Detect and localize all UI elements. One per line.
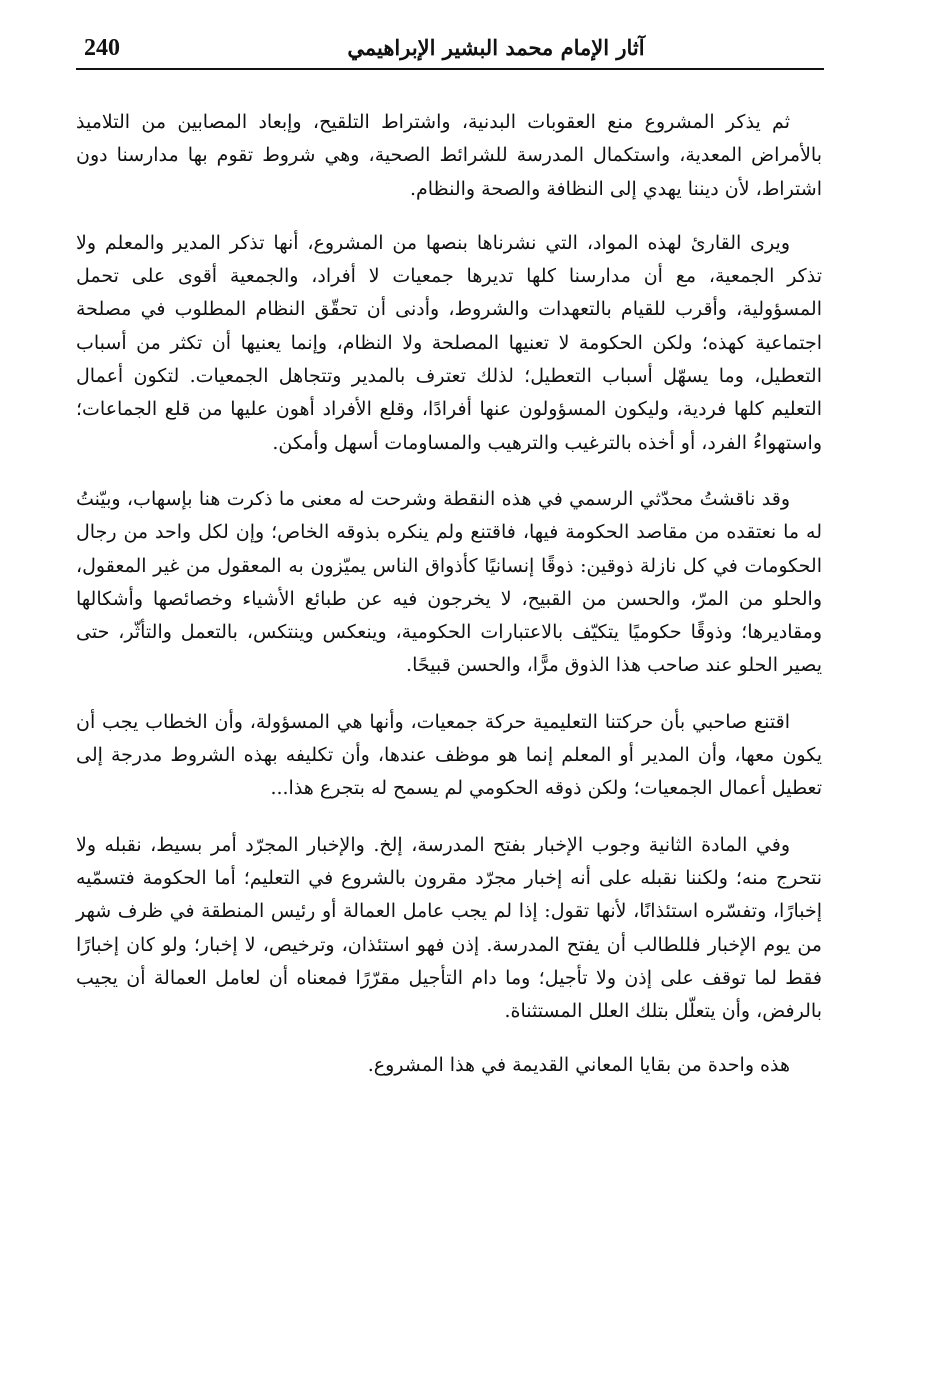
page-number: 240 (84, 35, 120, 61)
paragraph-closing-remark: هذه واحدة من بقايا المعاني القديمة في هذا المشروع. (367, 1054, 790, 1077)
paragraph-two-tastes: وقد ناقشتُ محدّثي الرسمي في هذه النقطة وشرحت له معنى ما ذكرت هنا بإسهاب، وبيّنتُ له ما نعتقده من مقاصد الحكومة فيها، فاقتنع ولم ينكره بذوقه الخاص؛ وإن لكل واحد من رجال الحكومات في كل نازلة ذوقين: ذوقًا إنسانيًا كأذواق الناس يميّزون به المعقول من غير المعقول، والحلو من المرّ، والحسن من القبيح، لا يخرجون فيه عن طبائع الأشياء وخصائصها وأشكالها ومقاديرها؛ وذوقًا حكوميًا يتكيّف بالاعتبارات الحكومية، وينعكس وينتكس، بالتعمل والتأثّر، حتى يصير الحلو عند صاحب هذا الذوق مرًّا، والحسن قبيحًا. (76, 487, 822, 677)
paragraph-companion-convinced: اقتنع صاحبي بأن حركتنا التعليمية حركة جمعيات، وأنها هي المسؤولة، وأن الخطاب يجب أن يكون معها، وأن المدير أو المعلم إنما هو موظف عندها، وأن تكليفه بهذه الشروط مدرجة إلى تعطيل أعمال الجمعيات؛ ولكن ذوقه الحكومي لم يسمح له بتجرع هذا... (76, 710, 822, 800)
body-text (76, 106, 822, 1083)
running-title: آثار الإمام محمد البشير الإبراهيمي (347, 35, 645, 60)
paragraph-notification-article: وفي المادة الثانية وجوب الإخبار بفتح المدرسة، إلخ. والإخبار المجرّد أمر بسيط، نقبله ولا نتحرج منه؛ ولكننا نقبله على أنه إخبار مجرّد مقرون بالشروع في التعليم؛ أما الحكومة فتسمّيه إخبارًا، وتفسّره استئذانًا، لأنها تقول: إذا لم يجب عامل العمالة أو رئيس المنطقة في ظرف شهر من يوم الإخبار فللطالب أن يفتح المدرسة. إذن فهو استئذان، وترخيص، لا إخبار؛ ولو كان إخبارًا فقط لما توقف على إذن ولا تأجيل؛ وما دام التأجيل مقرّرًا فمعناه أن لعامل العمالة أن يجيب بالرفض، وأن يتعلّل بتلك العلل المستثناة. (76, 833, 822, 1023)
paragraph-associations: ويرى القارئ لهذه المواد، التي نشرناها بنصها من المشروع، أنها تذكر المدير والمعلم ولا تذكر الجمعية، مع أن مدارسنا كلها تديرها جمعيات لا أفراد، والجمعية أقوى على تحمل المسؤولية، وأقرب للقيام بالتعهدات والشروط، وأدنى أن تحقّق النظام المطلوب في مصلحة اجتماعية كهذه؛ ولكن الحكومة لا تعنيها المصلحة ولا النظام، وإنما يعنيها أن تكثر من أسباب التعطيل، وما يسهّل أسباب التعطيل؛ لذلك تعترف بالمدير وتتجاهل الجمعيات. لتكون أعمال التعليم كلها فردية، وليكون المسؤولون عنها أفرادًا، وقلع الأفراد أهون عليها من قلع الجماعات؛ واستهواءُ الفرد، أو أخذه بالترغيب والترهيب والمساومات أسهل وأمكن. (76, 231, 822, 454)
paragraph-hygiene-conditions: ثم يذكر المشروع منع العقوبات البدنية، واشتراط التلقيح، وإبعاد المصابين من التلاميذ بالأمراض المعدية، واستكمال المدرسة للشرائط الصحية، وهي شروط تقوم بها مدارسنا دون اشتراط، لأن ديننا يهدي إلى النظافة والصحة والنظام. (76, 111, 822, 200)
header-rule (76, 68, 824, 70)
page-header (76, 26, 824, 70)
